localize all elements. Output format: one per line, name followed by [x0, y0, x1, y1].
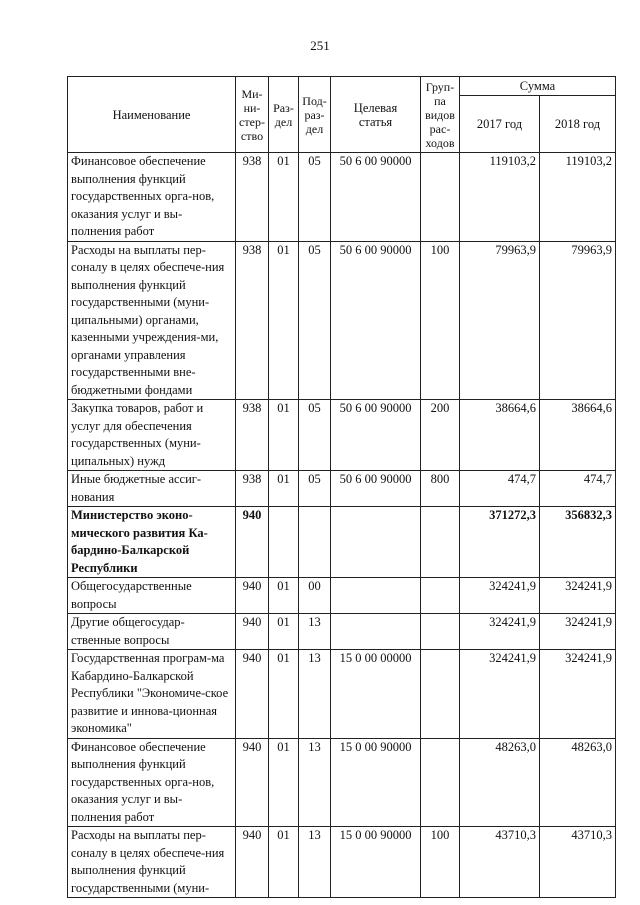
- cell-subsection: 05: [299, 241, 331, 400]
- header-section: Раз- дел: [269, 77, 299, 153]
- cell-name: Финансовое обеспечение выполнения функций государственных орга-нов, оказания услуг и вы-полнения работ: [68, 153, 236, 242]
- cell-name: Государственная програм-ма Кабардино-Балкарской Республики "Экономиче-ское развитие и иннова-ционная экономика": [68, 650, 236, 739]
- cell-target: [331, 578, 421, 614]
- cell-2018: 324241,9: [540, 650, 616, 739]
- cell-target: 50 6 00 90000: [331, 471, 421, 507]
- cell-ministry: 938: [236, 400, 269, 471]
- cell-2017: 38664,6: [460, 400, 540, 471]
- cell-subsection: 13: [299, 650, 331, 739]
- table-row: [68, 153, 616, 242]
- cell-group: 100: [421, 827, 460, 898]
- cell-group: [421, 578, 460, 614]
- cell-name: Финансовое обеспечение выполнения функций государственных орга-нов, оказания услуг и вы-полнения работ: [68, 738, 236, 827]
- cell-2017: 119103,2: [460, 153, 540, 242]
- header-year-2017: 2017 год: [460, 96, 540, 153]
- table-body: [68, 153, 616, 898]
- cell-section: 01: [269, 471, 299, 507]
- cell-ministry: 940: [236, 578, 269, 614]
- cell-2017: 371272,3: [460, 507, 540, 578]
- cell-ministry: 940: [236, 650, 269, 739]
- table-row: [68, 578, 616, 614]
- cell-2018: 324241,9: [540, 578, 616, 614]
- cell-name: Расходы на выплаты пер-соналу в целях обеспече-ния выполнения функций государственными (муни-ципальными) органами, казенными учреждения-ми, органами управления государственными вне-бюджетными фондами: [68, 241, 236, 400]
- cell-target: 15 0 00 00000: [331, 650, 421, 739]
- table-row: [68, 614, 616, 650]
- cell-target: [331, 614, 421, 650]
- cell-ministry: 938: [236, 241, 269, 400]
- budget-table: [67, 76, 616, 898]
- cell-group: 800: [421, 471, 460, 507]
- cell-name: Общегосударственные вопросы: [68, 578, 236, 614]
- cell-target: 50 6 00 90000: [331, 400, 421, 471]
- cell-ministry: 940: [236, 738, 269, 827]
- table-header: [68, 77, 616, 153]
- cell-name: Иные бюджетные ассиг-нования: [68, 471, 236, 507]
- cell-target: 15 0 00 90000: [331, 738, 421, 827]
- cell-2018: 38664,6: [540, 400, 616, 471]
- table-row: [68, 471, 616, 507]
- cell-ministry: 940: [236, 614, 269, 650]
- page-number: 251: [310, 38, 330, 53]
- cell-name: Министерство эконо-мического развития Ка-бардино-Балкарской Республики: [68, 507, 236, 578]
- cell-ministry: 938: [236, 153, 269, 242]
- cell-group: [421, 650, 460, 739]
- header-group: Груп- па видов рас- ходов: [421, 77, 460, 153]
- cell-section: 01: [269, 650, 299, 739]
- cell-target: 50 6 00 90000: [331, 153, 421, 242]
- cell-group: 200: [421, 400, 460, 471]
- header-sum: Сумма: [460, 77, 616, 96]
- cell-2018: 356832,3: [540, 507, 616, 578]
- cell-ministry: 940: [236, 507, 269, 578]
- cell-2018: 119103,2: [540, 153, 616, 242]
- cell-2017: 474,7: [460, 471, 540, 507]
- cell-section: [269, 507, 299, 578]
- cell-group: [421, 507, 460, 578]
- cell-subsection: 05: [299, 400, 331, 471]
- cell-section: 01: [269, 827, 299, 898]
- cell-subsection: 00: [299, 578, 331, 614]
- header-ministry: Ми- ни- стер- ство: [236, 77, 269, 153]
- cell-ministry: 940: [236, 827, 269, 898]
- cell-subsection: [299, 507, 331, 578]
- table-row: [68, 241, 616, 400]
- header-subsection: Под- раз- дел: [299, 77, 331, 153]
- cell-2017: 324241,9: [460, 578, 540, 614]
- table-row: [68, 738, 616, 827]
- table-row: [68, 650, 616, 739]
- cell-subsection: 13: [299, 738, 331, 827]
- cell-2017: 79963,9: [460, 241, 540, 400]
- cell-group: 100: [421, 241, 460, 400]
- cell-target: 15 0 00 90000: [331, 827, 421, 898]
- cell-section: 01: [269, 578, 299, 614]
- cell-2017: 48263,0: [460, 738, 540, 827]
- cell-section: 01: [269, 614, 299, 650]
- cell-subsection: 05: [299, 153, 331, 242]
- cell-target: 50 6 00 90000: [331, 241, 421, 400]
- cell-name: Расходы на выплаты пер-соналу в целях обеспече-ния выполнения функций государственными (муни-: [68, 827, 236, 898]
- table-row: [68, 507, 616, 578]
- cell-subsection: 13: [299, 827, 331, 898]
- cell-group: [421, 153, 460, 242]
- cell-2018: 324241,9: [540, 614, 616, 650]
- header-year-2018: 2018 год: [540, 96, 616, 153]
- header-name: Наименование: [68, 77, 236, 153]
- cell-2017: 43710,3: [460, 827, 540, 898]
- cell-2017: 324241,9: [460, 650, 540, 739]
- header-target: Целевая статья: [331, 77, 421, 153]
- cell-target: [331, 507, 421, 578]
- cell-name: Закупка товаров, работ и услуг для обеспечения государственных (муни-ципальных) нужд: [68, 400, 236, 471]
- cell-2018: 79963,9: [540, 241, 616, 400]
- cell-2018: 48263,0: [540, 738, 616, 827]
- cell-2018: 474,7: [540, 471, 616, 507]
- cell-section: 01: [269, 400, 299, 471]
- cell-subsection: 13: [299, 614, 331, 650]
- cell-section: 01: [269, 153, 299, 242]
- cell-name: Другие общегосудар-ственные вопросы: [68, 614, 236, 650]
- cell-section: 01: [269, 738, 299, 827]
- cell-2017: 324241,9: [460, 614, 540, 650]
- cell-2018: 43710,3: [540, 827, 616, 898]
- table-row: [68, 827, 616, 898]
- cell-subsection: 05: [299, 471, 331, 507]
- cell-section: 01: [269, 241, 299, 400]
- cell-ministry: 938: [236, 471, 269, 507]
- cell-group: [421, 738, 460, 827]
- table-row: [68, 400, 616, 471]
- cell-group: [421, 614, 460, 650]
